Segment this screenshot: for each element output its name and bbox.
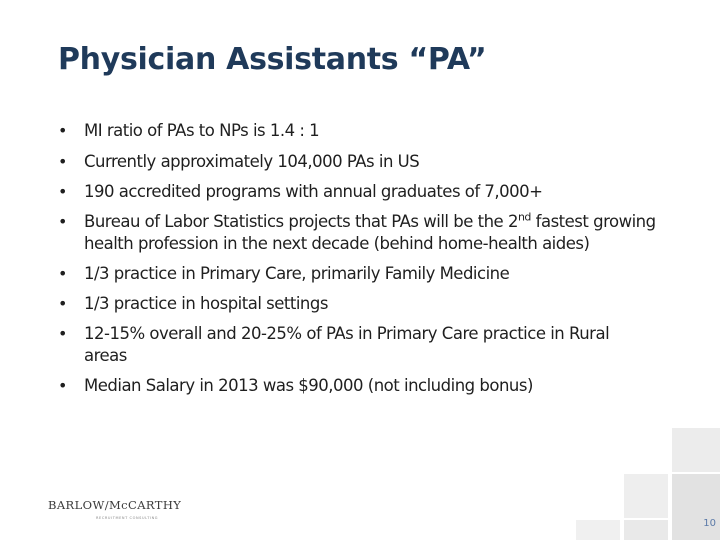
bullet-marker: • bbox=[58, 264, 67, 283]
bullet-item bbox=[56, 120, 656, 142]
bullet-marker: • bbox=[58, 212, 67, 231]
bullet-item bbox=[56, 263, 656, 285]
slide-title: Physician Assistants “PA” bbox=[58, 42, 487, 77]
bullet-text: 190 accredited programs with annual graduates of 7,000+ bbox=[84, 182, 543, 201]
page-number: 10 bbox=[703, 518, 716, 529]
bullet-marker: • bbox=[58, 121, 67, 140]
bullet-text bbox=[84, 212, 656, 253]
bullet-marker: • bbox=[58, 294, 67, 313]
bullet-marker: • bbox=[58, 182, 67, 201]
bullet-text: 1/3 practice in hospital settings bbox=[84, 294, 328, 313]
bullet-text-end: fastest growing health profession in the next decade (behind home-health aides) bbox=[84, 212, 656, 253]
decorative-tile bbox=[576, 520, 620, 540]
company-logo bbox=[48, 496, 188, 526]
bullet-item bbox=[56, 375, 656, 397]
bullet-item bbox=[56, 323, 656, 367]
bullet-marker: • bbox=[58, 152, 67, 171]
decorative-tile bbox=[624, 474, 668, 518]
bullet-item bbox=[56, 181, 656, 203]
decorative-tile bbox=[672, 474, 720, 540]
logo-wordmark: BARLOW/McCARTHY bbox=[48, 498, 182, 512]
bullet-text: Median Salary in 2013 was $90,000 (not including bonus) bbox=[84, 376, 533, 395]
bullet-text: 12-15% overall and 20-25% of PAs in Primary Care practice in Rural areas bbox=[84, 324, 610, 365]
bullet-marker: • bbox=[58, 376, 67, 395]
bullet-item bbox=[56, 211, 656, 255]
decorative-tile bbox=[672, 428, 720, 472]
decorative-tile bbox=[624, 520, 668, 540]
bullet-marker: • bbox=[58, 324, 67, 343]
logo-tagline: RECRUITMENT CONSULTING bbox=[96, 516, 159, 520]
bullet-item bbox=[56, 151, 656, 173]
bullet-list bbox=[56, 120, 656, 405]
ordinal-superscript: nd bbox=[517, 210, 531, 224]
bullet-text-start: Bureau of Labor Statistics projects that PAs will be the 2 bbox=[84, 212, 518, 231]
bullet-text: Currently approximately 104,000 PAs in US bbox=[84, 152, 420, 171]
bullet-item bbox=[56, 293, 656, 315]
bullet-text: MI ratio of PAs to NPs is 1.4 : 1 bbox=[84, 121, 320, 140]
bullet-text: 1/3 practice in Primary Care, primarily Family Medicine bbox=[84, 264, 510, 283]
